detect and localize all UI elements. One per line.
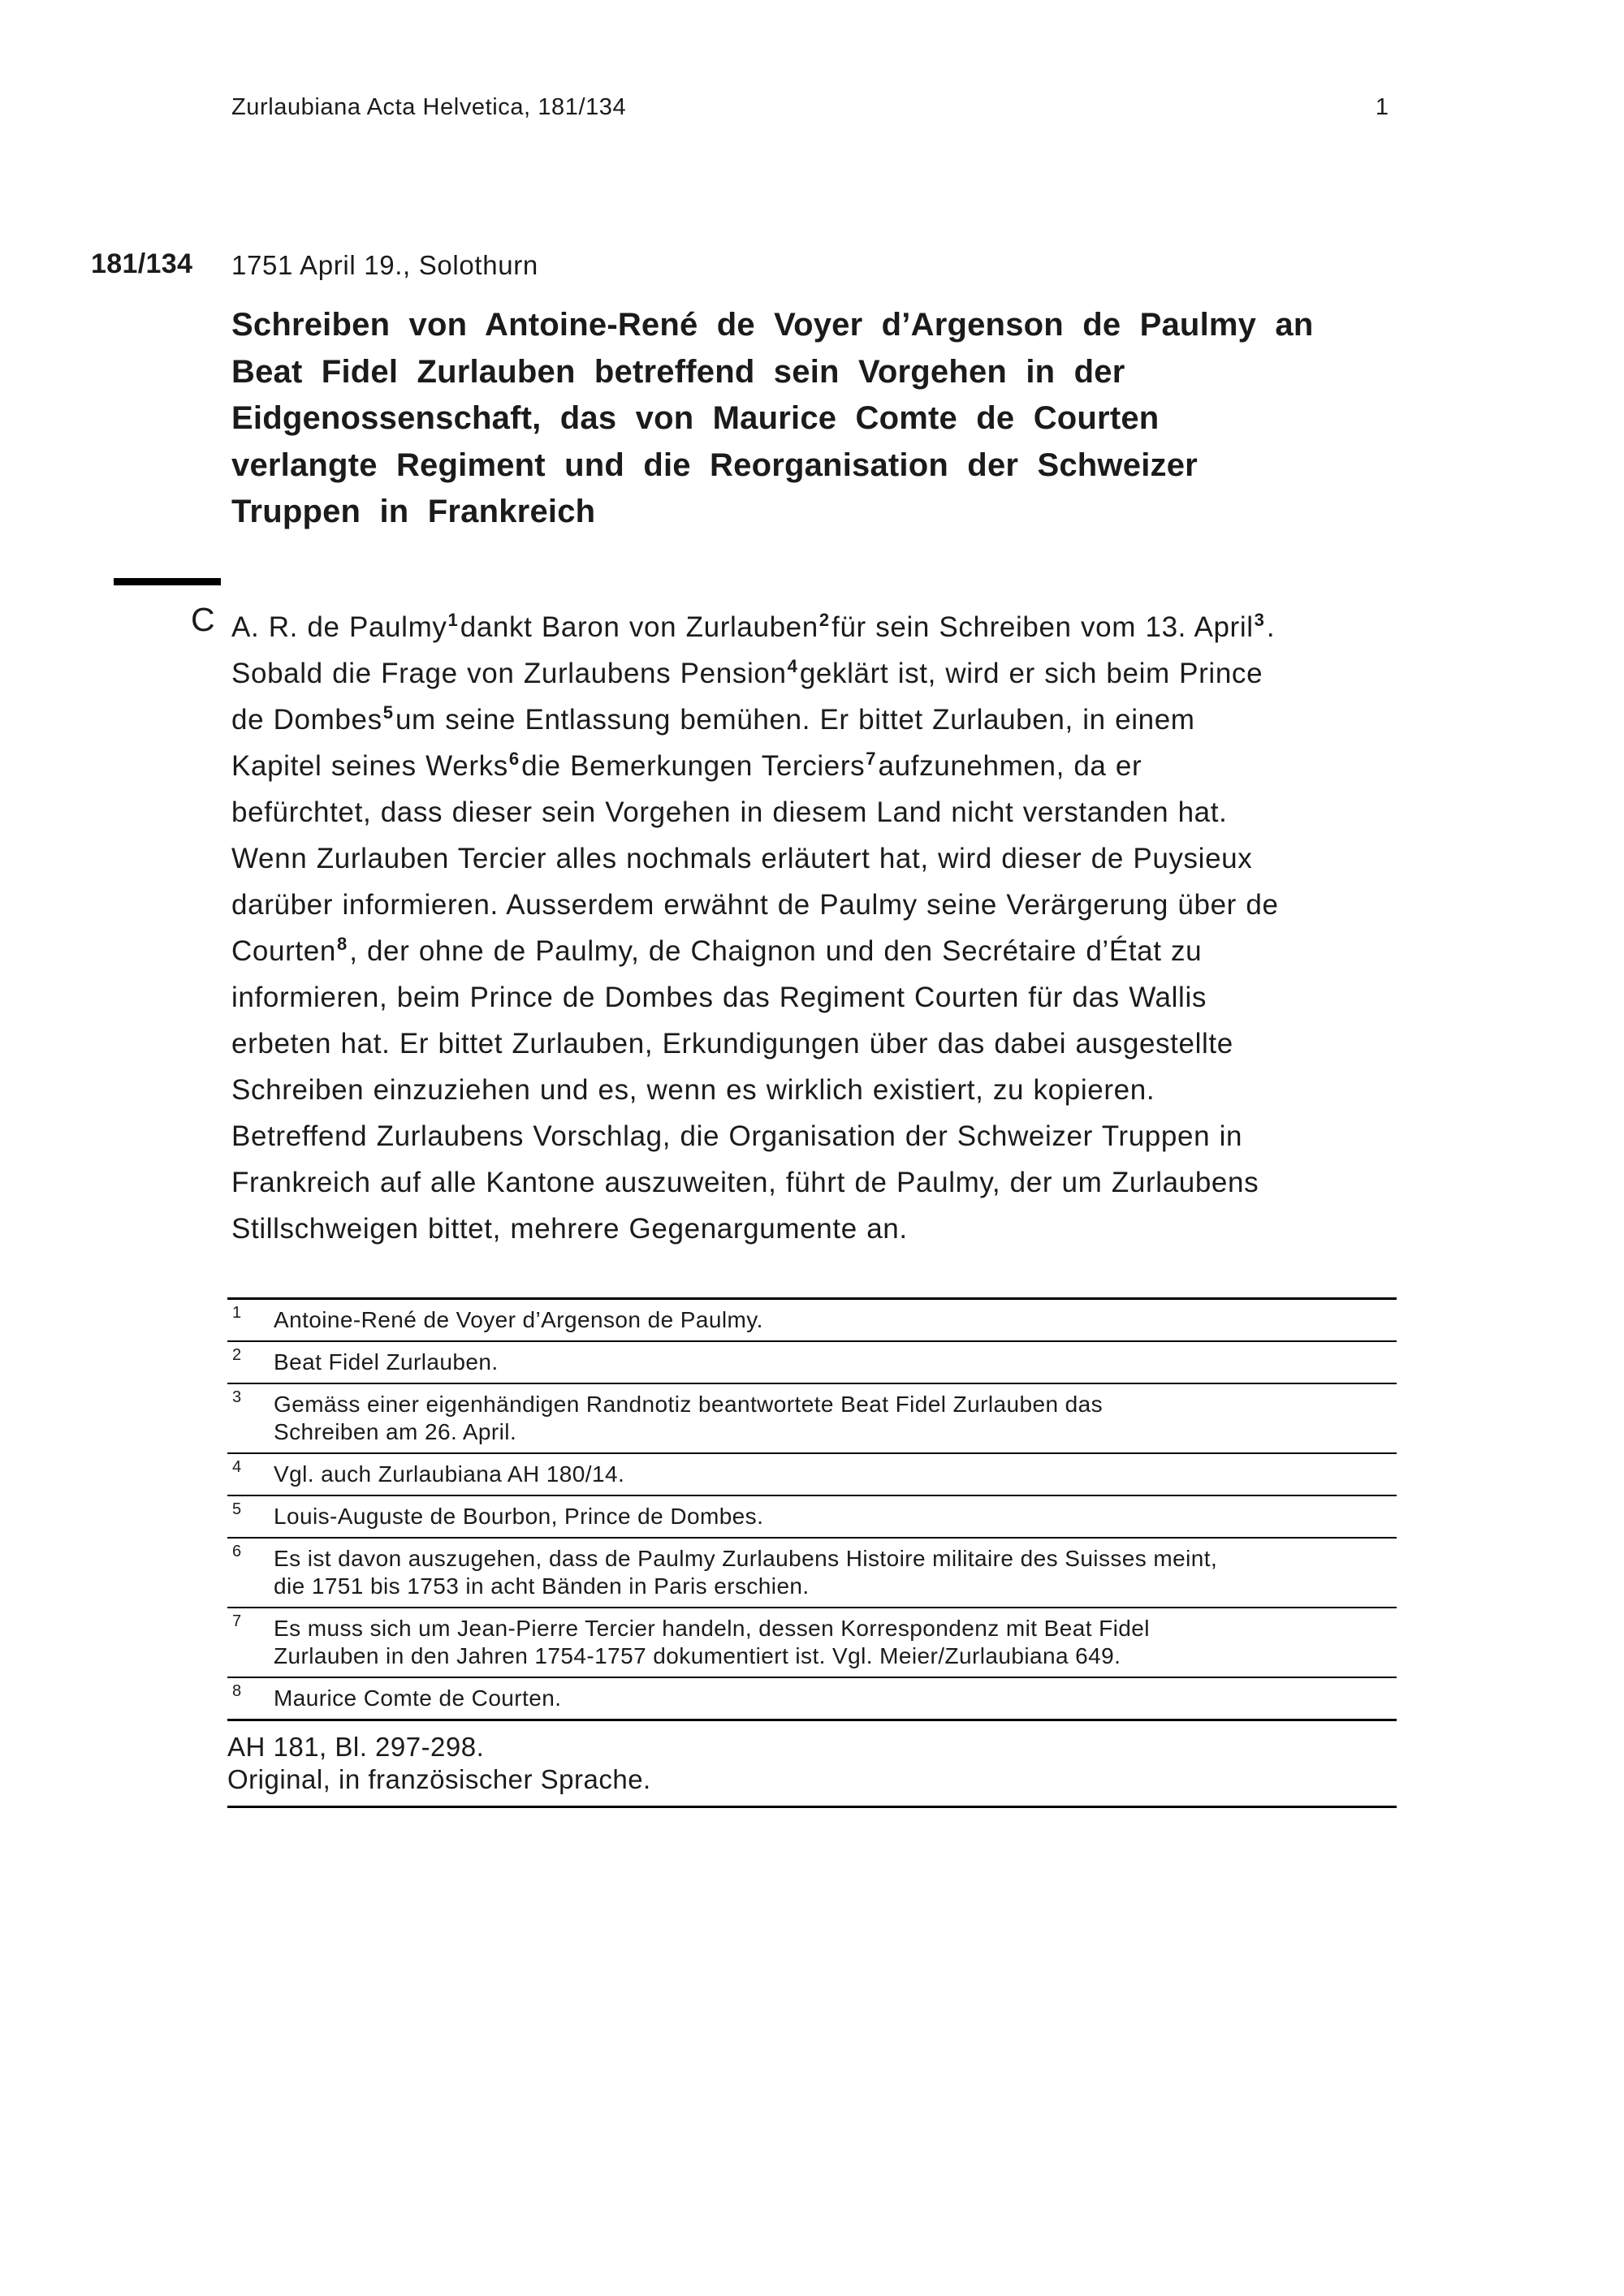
body-line: de Dombes$^5$um seine Entlassung bemühen. Er bittet Zurlauben, in einem (231, 702, 1195, 736)
body-line: Kapitel seines Werks$^6$die Bemerkungen Terciers$^7$aufzunehmen, da er (231, 749, 1142, 782)
footnote-text: Gemäss einer eigenhändigen Randnotiz beantwortete Beat Fidel Zurlauben das (274, 1392, 1104, 1417)
regest-body (231, 604, 1393, 1252)
body-line: A. R. de Paulmy$^1$dankt Baron von Zurlauben$^2$für sein Schreiben vom 13. April$^3$. (231, 610, 1276, 643)
footnote-row-5 (227, 1495, 1397, 1537)
title-line: Truppen in Frankreich (231, 494, 596, 529)
regest-type-marker: C (191, 601, 215, 638)
title-line: Eidgenossenschaft, das von Maurice Comte de Courten (231, 400, 1160, 436)
body-line: darüber informieren. Ausserdem erwähnt de Paulmy seine Verärgerung über de (231, 889, 1279, 921)
source-reference: AH 181, Bl. 297-298. (227, 1732, 485, 1762)
title-line: verlangte Regiment und die Reorganisation der Schweizer (231, 447, 1198, 483)
footnote-number: 7 (232, 1612, 242, 1630)
footnote-text: Louis-Auguste de Bourbon, Prince de Dombes. (274, 1504, 764, 1529)
footnote-text: Maurice Comte de Courten. (274, 1685, 562, 1711)
running-header: Zurlaubiana Acta Helvetica, 181/134 (231, 94, 627, 120)
body-line: Schreiben einzuziehen und es, wenn es wirklich existiert, zu kopieren. (231, 1074, 1155, 1106)
footnote-text: Vgl. auch Zurlaubiana AH 180/14. (274, 1461, 625, 1487)
body-line: erbeten hat. Er bittet Zurlauben, Erkundigungen über das dabei ausgestellte (231, 1028, 1233, 1060)
regest-dateline: 1751 April 19., Solothurn (231, 250, 538, 280)
body-line: informieren, beim Prince de Dombes das Regiment Courten für das Wallis (231, 982, 1207, 1013)
section-divider-bar (114, 578, 221, 585)
footnote-text: Beat Fidel Zurlauben. (274, 1349, 499, 1375)
footnote-row-4 (227, 1452, 1397, 1495)
body-line: Betreffend Zurlaubens Vorschlag, die Organisation der Schweizer Truppen in (231, 1120, 1243, 1152)
title-line: Beat Fidel Zurlauben betreffend sein Vorgehen in der (231, 353, 1125, 390)
source-language: Original, in französischer Sprache. (227, 1764, 651, 1794)
footnote-text: Es ist davon auszugehen, dass de Paulmy Zurlaubens Histoire militaire des Suisses meint, (274, 1546, 1218, 1571)
footnote-section (227, 1297, 1397, 1808)
footnote-number: 6 (232, 1543, 242, 1560)
body-line: Frankreich auf alle Kantone auszuweiten, führt de Paulmy, der um Zurlaubens (231, 1167, 1259, 1198)
regest-title (231, 302, 1393, 536)
footnote-row-2 (227, 1340, 1397, 1383)
footnote-text: Antoine-René de Voyer d’Argenson de Paulmy. (274, 1307, 763, 1332)
footnote-text: die 1751 bis 1753 in acht Bänden in Paris erschien. (274, 1573, 810, 1599)
body-line: Sobald die Frage von Zurlaubens Pension$^4$geklärt ist, wird er sich beim Prince (231, 656, 1263, 689)
footnote-text: Zurlauben in den Jahren 1754-1757 dokumentiert ist. Vgl. Meier/Zurlaubiana 649. (274, 1643, 1121, 1668)
footnote-row-6 (227, 1537, 1397, 1607)
footnote-number: 3 (232, 1388, 242, 1406)
footnote-row-3 (227, 1383, 1397, 1452)
source-block (227, 1719, 1397, 1808)
footnote-row-8 (227, 1677, 1397, 1719)
body-line: Wenn Zurlauben Tercier alles nochmals erläutert hat, wird dieser de Puysieux (231, 843, 1253, 874)
body-line: befürchtet, dass dieser sein Vorgehen in diesem Land nicht verstanden hat. (231, 796, 1228, 828)
footnote-text: Es muss sich um Jean-Pierre Tercier handeln, dessen Korrespondenz mit Beat Fidel (274, 1616, 1150, 1641)
footnote-row-7 (227, 1607, 1397, 1677)
footnote-number: 4 (232, 1458, 242, 1476)
footnote-number: 1 (232, 1304, 242, 1322)
footnote-number: 8 (232, 1682, 242, 1700)
body-line: Courten$^8$, der ohne de Paulmy, de Chaignon und den Secrétaire d’État zu (231, 934, 1203, 967)
regest-number: 181/134 (91, 248, 193, 279)
footnote-number: 2 (232, 1346, 242, 1364)
title-line: Schreiben von Antoine-René de Voyer d’Argenson de Paulmy an (231, 307, 1314, 343)
page-number: 1 (1375, 94, 1389, 120)
body-line: Stillschweigen bittet, mehrere Gegenargumente an. (231, 1213, 908, 1245)
footnote-text: Schreiben am 26. April. (274, 1419, 517, 1444)
footnote-row-1 (227, 1297, 1397, 1340)
footnote-number: 5 (232, 1500, 242, 1518)
